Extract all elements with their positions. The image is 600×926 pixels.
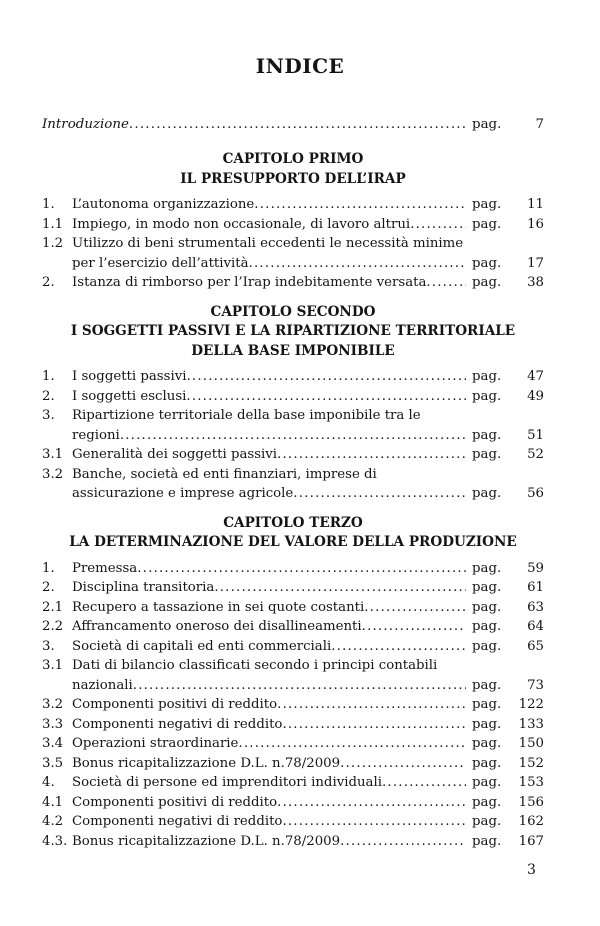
dot-leader (282, 715, 466, 735)
entry-number: 3.2 (42, 466, 64, 482)
entry-number: 3.5 (42, 755, 64, 771)
toc-entry (42, 715, 544, 735)
entry-title: Bonus ricapitalizzazione D.L. n.78/2009 (72, 833, 341, 849)
page-ref: 51 (527, 427, 544, 443)
dot-leader (340, 832, 466, 852)
page-ref: 63 (527, 599, 544, 615)
dot-leader (340, 754, 466, 774)
page-ref: 167 (518, 833, 544, 849)
pag-label: pag. (472, 814, 502, 829)
entry-number: 3.1 (42, 658, 64, 673)
entry-number: 1. (42, 197, 55, 212)
page-ref: 156 (518, 794, 544, 810)
entry-number: 4.2 (42, 814, 64, 829)
page-ref: 7 (535, 117, 544, 132)
page-ref: 56 (527, 486, 544, 501)
intro-title: Introduzione (42, 117, 129, 132)
dot-leader (282, 812, 466, 832)
dot-leader (120, 426, 466, 446)
entry-title: Premessa (72, 560, 138, 576)
dot-leader (186, 387, 466, 407)
pag-label: pag. (472, 619, 502, 634)
toc-entry (42, 559, 544, 579)
entry-number: 4. (42, 775, 55, 790)
toc-entry (42, 832, 544, 852)
entry-title: Impiego, in modo non occasionale, di lavoro altrui (72, 216, 411, 232)
pag-label: pag. (472, 427, 502, 443)
page-ref: 49 (527, 388, 544, 404)
entry-number: 3.4 (42, 736, 64, 751)
chapter-section (42, 150, 544, 293)
dot-leader (364, 598, 466, 618)
entry-title: assicurazione e imprese agricole (72, 486, 294, 501)
page-ref: 64 (527, 619, 544, 634)
toc-entry (42, 406, 544, 445)
toc-entry (42, 656, 544, 695)
pag-label: pag. (472, 697, 502, 712)
entry-number: 2. (42, 275, 55, 290)
chapter-section (42, 303, 544, 504)
toc-entry (42, 793, 544, 813)
toc-entry (42, 465, 544, 504)
toc-entry (42, 617, 544, 637)
entry-title: Disciplina transitoria (72, 580, 215, 595)
entry-title: Società di capitali ed enti commerciali (72, 638, 332, 654)
page-ref: 162 (518, 814, 544, 829)
entry-number: 4.1 (42, 794, 64, 810)
pag-label: pag. (472, 255, 502, 271)
entry-title: per l’esercizio dell’attività (72, 255, 249, 271)
entry-title: Bonus ricapitalizzazione D.L. n.78/2009 (72, 755, 341, 771)
dot-leader (133, 676, 466, 696)
entry-number: 3.2 (42, 697, 64, 712)
dot-leader (137, 559, 466, 579)
page-ref: 59 (527, 560, 544, 576)
entry-number: 2. (42, 580, 55, 595)
entry-title: Generalità dei soggetti passivi (72, 447, 278, 462)
page-ref: 38 (527, 275, 544, 290)
pag-label: pag. (472, 716, 502, 732)
chapter-heading-line: CAPITOLO PRIMO (222, 151, 364, 167)
toc-entry (42, 215, 544, 235)
chapter-heading (42, 303, 544, 362)
page-ref: 122 (518, 697, 544, 712)
chapter-heading-line: LA DETERMINAZIONE DEL VALORE DELLA PRODUZIONE (69, 534, 517, 550)
page-number: 3 (527, 862, 536, 878)
entry-title: Dati di bilancio classificati secondo i principi contabili (72, 658, 438, 673)
entry-number: 1. (42, 560, 55, 576)
page-ref: 16 (527, 216, 544, 232)
entry-title: I soggetti esclusi (72, 388, 187, 404)
entry-number: 3.1 (42, 447, 64, 462)
chapter-heading-line: CAPITOLO TERZO (223, 514, 363, 531)
entry-title: L’autonoma organizzazione (72, 197, 255, 212)
entry-number: 4.3. (42, 833, 68, 849)
entry-title: I soggetti passivi (72, 369, 187, 384)
entry-title: Banche, società ed enti finanziari, imprese di (72, 466, 377, 482)
page-ref: 61 (527, 580, 544, 595)
entry-number: 2.2 (42, 619, 64, 634)
toc-entry (42, 734, 544, 754)
entry-title: Affrancamento oneroso dei disallineamenti (72, 619, 362, 634)
pag-label: pag. (472, 794, 502, 810)
entry-title: Componenti positivi di reddito (72, 697, 278, 712)
entry-number: 3.3 (42, 716, 64, 732)
pag-label: pag. (472, 677, 502, 693)
entry-title: Componenti positivi di reddito (72, 794, 278, 810)
toc-entry (42, 234, 544, 273)
dot-leader (214, 578, 466, 598)
pag-label: pag. (472, 599, 502, 615)
dot-leader (277, 445, 466, 465)
entry-list (42, 195, 544, 293)
dot-leader (277, 695, 466, 715)
entry-number: 3. (42, 638, 55, 654)
dot-leader (410, 215, 466, 235)
pag-label: pag. (472, 775, 502, 790)
toc-entry (42, 387, 544, 407)
chapter-heading (42, 514, 544, 553)
dot-leader (362, 617, 466, 637)
pag-label: pag. (472, 447, 502, 462)
chapter-section (42, 514, 544, 852)
dot-leader (293, 484, 466, 504)
entry-title: Istanza di rimborso per l’Irap indebitamente versata (72, 275, 427, 290)
intro-entry (42, 117, 544, 137)
dot-leader (129, 117, 466, 132)
entry-number: 1. (42, 369, 55, 384)
chapter-heading-line: IL PRESUPPORTO DELL’IRAP (180, 170, 406, 187)
page-ref: 65 (527, 638, 544, 654)
chapter-heading-line: DELLA BASE IMPONIBILE (191, 342, 395, 359)
page-ref: 73 (527, 677, 544, 693)
toc-entry (42, 773, 544, 793)
dot-leader (382, 773, 466, 793)
entry-title: nazionali (72, 677, 133, 693)
entry-number: 3. (42, 408, 55, 423)
entry-title: Utilizzo di beni strumentali eccedenti le necessità minime (72, 236, 464, 251)
pag-label: pag. (472, 638, 502, 654)
page-title: INDICE (255, 54, 345, 78)
pag-label: pag. (472, 833, 502, 849)
dot-leader (238, 734, 466, 754)
toc-entry (42, 273, 544, 293)
entry-title: Società di persone ed imprenditori individuali (72, 775, 382, 790)
chapter-heading (42, 150, 544, 189)
dot-leader (254, 195, 466, 215)
pag-label: pag. (472, 369, 502, 384)
toc-entry (42, 367, 544, 387)
pag-label: pag. (472, 580, 502, 595)
dot-leader (186, 367, 466, 387)
page-ref: 152 (518, 755, 544, 771)
entry-title: Ripartizione territoriale della base imponibile tra le (72, 408, 421, 423)
page-ref: 52 (527, 447, 544, 462)
page-ref: 133 (518, 716, 544, 732)
dot-leader (277, 793, 466, 813)
pag-label: pag. (472, 117, 502, 132)
entry-number: 1.1 (42, 216, 64, 232)
pag-label: pag. (472, 197, 502, 212)
toc-entry (42, 598, 544, 618)
entry-number: 1.2 (42, 236, 64, 251)
dot-leader (249, 254, 466, 274)
entry-list (42, 367, 544, 504)
pag-label: pag. (472, 216, 502, 232)
pag-label: pag. (472, 560, 502, 576)
pag-label: pag. (472, 736, 502, 751)
entry-title: Recupero a tassazione in sei quote costanti (72, 599, 365, 615)
entry-title: Componenti negativi di reddito (72, 716, 283, 732)
dot-leader (331, 637, 466, 657)
pag-label: pag. (472, 486, 502, 501)
toc-entry (42, 812, 544, 832)
toc-entry (42, 195, 544, 215)
pag-label: pag. (472, 755, 502, 771)
entry-title: Componenti negativi di reddito (72, 814, 283, 829)
chapter-heading-line: CAPITOLO SECONDO (210, 303, 376, 320)
table-of-contents (42, 140, 544, 851)
page-ref: 11 (527, 197, 544, 212)
entry-title: Operazioni straordinarie (72, 736, 239, 751)
toc-entry (42, 445, 544, 465)
toc-entry (42, 754, 544, 774)
entry-list (42, 559, 544, 852)
toc-entry (42, 578, 544, 598)
toc-entry (42, 695, 544, 715)
page-ref: 150 (518, 736, 544, 751)
entry-title: regioni (72, 427, 120, 443)
dot-leader (426, 273, 466, 293)
page-ref: 153 (518, 775, 544, 790)
pag-label: pag. (472, 275, 502, 290)
page-ref: 47 (527, 369, 544, 384)
toc-entry (42, 637, 544, 657)
pag-label: pag. (472, 388, 502, 404)
entry-number: 2. (42, 388, 55, 404)
chapter-heading-line: I SOGGETTI PASSIVI E LA RIPARTIZIONE TERRITORIALE (70, 323, 516, 339)
entry-number: 2.1 (42, 599, 64, 615)
page-ref: 17 (527, 255, 544, 271)
